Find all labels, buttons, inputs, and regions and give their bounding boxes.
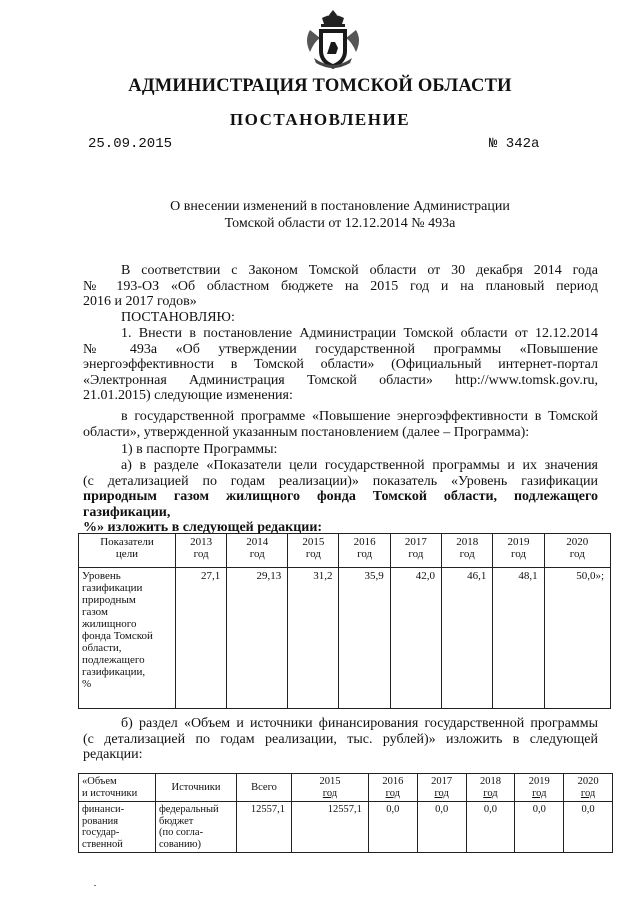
- item-b-paragraph: [83, 716, 598, 763]
- value-cell: 0,0: [564, 802, 613, 853]
- text-line: б) раздел «Объем и источники финансирования государственной программы: [121, 716, 598, 731]
- header-cell-year: 2013 год: [176, 534, 227, 568]
- item-a-paragraph: [83, 458, 598, 536]
- header-cell-year: 2019 год: [515, 774, 564, 802]
- row-source-cell: федеральный бюджет (по согла- сованию): [156, 802, 237, 853]
- text-line: в государственной программе «Повышение энергоэффективности в Томской: [121, 409, 598, 424]
- value-cell: 31,2: [288, 568, 339, 709]
- scan-speck: [94, 885, 96, 886]
- header-cell: «Объем и источники: [79, 774, 156, 802]
- financing-table: [78, 773, 613, 853]
- subject-line: Томской области от 12.12.2014 № 493а: [224, 216, 456, 231]
- value-cell: 0,0: [515, 802, 564, 853]
- value-cell: 0,0: [466, 802, 515, 853]
- value-cell: 46,1: [442, 568, 493, 709]
- text-line: области», утвержденной указанным постановлением (далее – Программа):: [83, 424, 530, 440]
- header-cell-year: 2017 год: [390, 534, 441, 568]
- value-cell: 50,0»;: [544, 568, 610, 709]
- header-cell-total: Всего: [237, 774, 292, 802]
- text-line: а) в разделе «Показатели цели государственной программы и их значения: [121, 458, 598, 473]
- text-line: № 193-ОЗ «Об областном бюджете на 2015 год и на плановый период: [83, 278, 598, 294]
- value-cell: 27,1: [176, 568, 227, 709]
- subject-line: О внесении изменений в постановление Администрации: [170, 199, 510, 214]
- row-label-cell: Уровень газификации природным газом жилищного фонда Томской области, подлежащего газификации, %: [79, 568, 176, 709]
- value-cell: 0,0: [368, 802, 417, 853]
- document-subject: [140, 198, 540, 232]
- header-cell-year: 2019 год: [493, 534, 544, 568]
- value-cell: 12557,1: [292, 802, 369, 853]
- value-cell: 42,0: [390, 568, 441, 709]
- document-date: 25.09.2015: [88, 136, 173, 152]
- indicators-table: [78, 533, 611, 709]
- table-header-row: [79, 534, 611, 568]
- value-cell: 0,0: [417, 802, 466, 853]
- program-paragraph: [83, 409, 598, 440]
- passport-heading: 1) в паспорте Программы:: [121, 442, 278, 457]
- intro-paragraph: [83, 263, 598, 310]
- header-cell-year: 2016 год: [339, 534, 390, 568]
- document-number: № 342а: [489, 136, 540, 152]
- row-label-cell: финанси- рования государ- ственной: [79, 802, 156, 853]
- header-cell-year: 2015 год: [292, 774, 369, 802]
- header-cell-year: 2014 год: [227, 534, 288, 568]
- organization-title: АДМИНИСТРАЦИЯ ТОМСКОЙ ОБЛАСТИ: [128, 76, 512, 96]
- text-line: № 493а «Об утверждении государственной программы «Повышение: [83, 341, 598, 357]
- header-cell-year: 2015 год: [288, 534, 339, 568]
- value-cell: 48,1: [493, 568, 544, 709]
- header-cell-year: 2020 год: [544, 534, 610, 568]
- value-cell: 29,13: [227, 568, 288, 709]
- text-line: энергоэффективности в Томской области» (Официальный интернет-портал: [83, 357, 598, 373]
- text-line: В соответствии с Законом Томской области от 30 декабря 2014 года: [121, 263, 598, 278]
- header-cell-year: 2018 год: [442, 534, 493, 568]
- table-row: [79, 802, 613, 853]
- text-line: 2016 и 2017 годов»: [83, 294, 197, 310]
- text-line: %» изложить в следующей редакции:: [83, 520, 323, 536]
- table-header-row: [79, 774, 613, 802]
- header-cell-year: 2020 год: [564, 774, 613, 802]
- text-line: (с детализацией по годам реализации, тыс. рублей)» изложить в следующей: [83, 731, 598, 747]
- header-cell-year: 2016 год: [368, 774, 417, 802]
- resolve-heading: ПОСТАНОВЛЯЮ:: [121, 310, 235, 325]
- header-cell: Показатели цели: [79, 534, 176, 568]
- header-cell-sources: Источники: [156, 774, 237, 802]
- coat-of-arms-emblem: [302, 8, 364, 74]
- item1-paragraph: [83, 326, 598, 404]
- text-line: 1. Внести в постановление Администрации Томской области от 12.12.2014: [121, 326, 598, 341]
- value-cell: 35,9: [339, 568, 390, 709]
- text-line: редакции:: [83, 747, 143, 763]
- header-cell-year: 2017 год: [417, 774, 466, 802]
- text-line: 21.01.2015) следующие изменения:: [83, 388, 293, 404]
- text-line: «Электронная Администрация Томской области» http://www.tomsk.gov.ru,: [83, 372, 598, 388]
- total-cell: 12557,1: [237, 802, 292, 853]
- table-row: [79, 568, 611, 709]
- text-line: (с детализацией по годам реализации)» показатель «Уровень газификации: [83, 473, 598, 489]
- document-type: ПОСТАНОВЛЕНИЕ: [229, 110, 411, 129]
- header-cell-year: 2018 год: [466, 774, 515, 802]
- text-line: природным газом жилищного фонда Томской области, подлежащего газификации,: [83, 489, 598, 520]
